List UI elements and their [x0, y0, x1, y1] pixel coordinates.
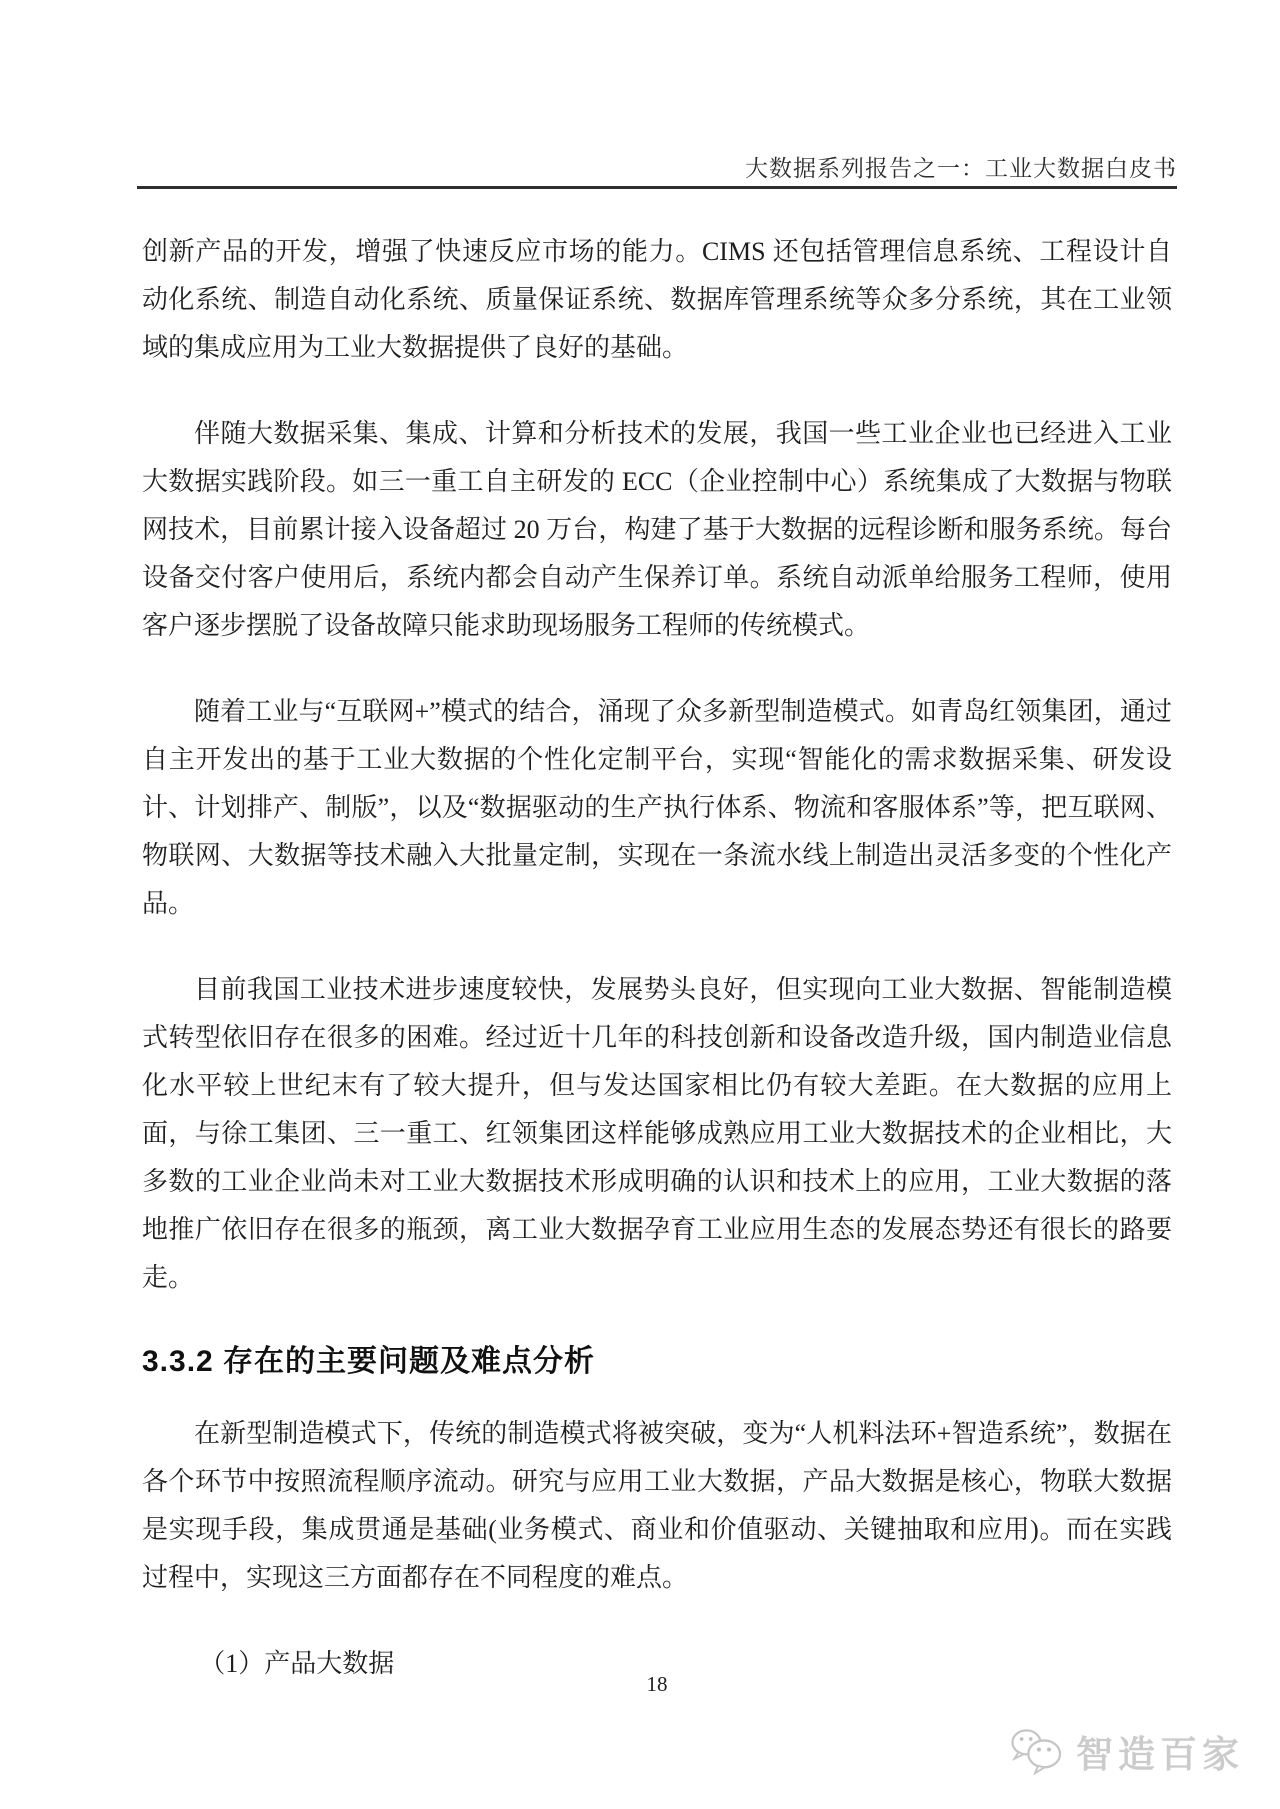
paragraph: 伴随大数据采集、集成、计算和分析技术的发展，我国一些工业企业也已经进入工业大数据实践阶段。如三一重工自主研发的 ECC（企业控制中心）系统集成了大数据与物联网技术，目前累计接入设备超过 20 万台，构建了基于大数据的远程诊断和服务系统。每台设备交付客户使用后，系统内都会自动产生保养订单。系统自动派单给服务工程师，使用客户逐步摆脱了设备故障只能求助现场服务工程师的传统模式。	[142, 419, 1172, 640]
page-number: 18	[646, 1672, 668, 1696]
paragraph: 随着工业与“互联网+”模式的结合，涌现了众多新型制造模式。如青岛红领集团，通过自主开发出的基于工业大数据的个性化定制平台，实现“智能化的需求数据采集、研发设计、计划排产、制版”，以及“数据驱动的生产执行体系、物流和客服体系”等，把互联网、物联网、大数据等技术融入大批量定制，实现在一条流水线上制造出灵活多变的个性化产品。	[142, 697, 1172, 918]
paragraph: 在新型制造模式下，传统的制造模式将被突破，变为“人机料法环+智造系统”，数据在各个环节中按照流程顺序流动。研究与应用工业大数据，产品大数据是核心，物联大数据是实现手段，集成贯通是基础(业务模式、商业和价值驱动、关键抽取和应用)。而在实践过程中，实现这三方面都存在不同程度的难点。	[142, 1419, 1172, 1592]
list-item: （1）产品大数据	[199, 1649, 395, 1678]
header-rule	[137, 186, 1177, 189]
wechat-chat-bubbles-icon	[1008, 1727, 1066, 1775]
paragraph: 目前我国工业技术进步速度较快，发展势头良好，但实现向工业大数据、智能制造模式转型依旧存在很多的困难。经过近十几年的科技创新和设备改造升级，国内制造业信息化水平较上世纪末有了较大提升，但与发达国家相比仍有较大差距。在大数据的应用上面，与徐工集团、三一重工、红领集团这样能够成熟应用工业大数据技术的企业相比，大多数的工业企业尚未对工业大数据技术形成明确的认识和技术上的应用，工业大数据的落地推广依旧存在很多的瓶颈，离工业大数据孕育工业应用生态的发展态势还有很长的路要走。	[142, 975, 1172, 1292]
paragraph: 创新产品的开发，增强了快速反应市场的能力。CIMS 还包括管理信息系统、工程设计自动化系统、制造自动化系统、质量保证系统、数据库管理系统等众多分系统，其在工业领域的集成应用为工业大数据提供了良好的基础。	[142, 237, 1172, 362]
page-header-title: 大数据系列报告之一：工业大数据白皮书	[745, 156, 1177, 181]
watermark-label: 智造百家	[1076, 1734, 1244, 1775]
watermark	[1008, 1724, 1244, 1778]
document-body	[142, 228, 1172, 1688]
section-heading: 3.3.2 存在的主要问题及难点分析	[142, 1345, 596, 1378]
